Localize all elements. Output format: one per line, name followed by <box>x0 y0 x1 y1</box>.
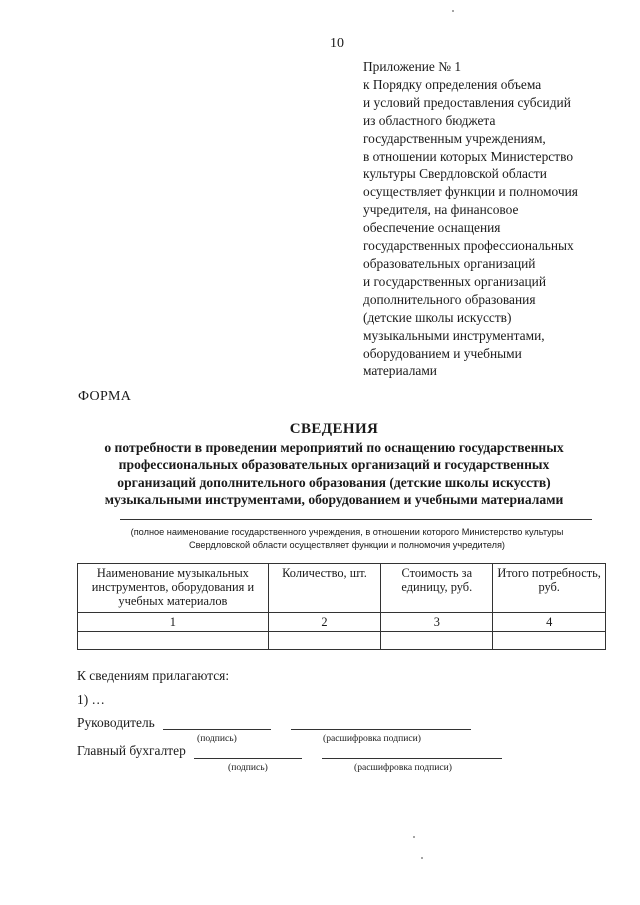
head-signature-line[interactable] <box>163 729 271 730</box>
org-note-line: (полное наименование государственного учреждения, в отношении которого Министерство культуры <box>130 527 564 537</box>
head-decoding-line[interactable] <box>291 729 471 730</box>
column-number: 3 <box>381 613 493 632</box>
appendix-line: и государственных организаций <box>363 273 547 289</box>
table-cell[interactable] <box>78 632 269 650</box>
appendix-block <box>363 58 633 380</box>
attachment-item: 1) … <box>77 692 105 707</box>
org-note-line: Свердловской области осуществляет функции и полномочия учредителя) <box>189 540 505 550</box>
accountant-signature-caption: (подпись) <box>228 762 268 773</box>
appendix-line: культуры Свердловской области <box>363 166 547 182</box>
org-name-fill-line[interactable] <box>120 519 592 520</box>
table-cell[interactable] <box>268 632 380 650</box>
page-number: 10 <box>330 36 344 51</box>
head-signature-caption: (подпись) <box>197 733 237 744</box>
column-number: 2 <box>268 613 380 632</box>
header-quantity: Количество, шт. <box>268 564 380 613</box>
appendix-line: музыкальными инструментами, <box>363 327 545 343</box>
appendix-line: и условий предоставления субсидий <box>363 94 571 110</box>
scan-speck <box>452 10 454 12</box>
accountant-signature-line[interactable] <box>194 758 302 759</box>
appendix-line: учредителя, на финансовое <box>363 202 519 218</box>
header-total: Итого потребность, руб. <box>493 564 606 613</box>
appendix-line: материалами <box>363 363 437 379</box>
column-number: 4 <box>493 613 606 632</box>
accountant-decoding-line[interactable] <box>322 758 502 759</box>
appendix-line: оборудованием и учебными <box>363 345 522 361</box>
table-cell[interactable] <box>493 632 606 650</box>
subtitle-line: профессиональных образовательных организаций и государственных <box>118 457 550 473</box>
title-block <box>60 420 608 509</box>
document-title: СВЕДЕНИЯ <box>289 421 379 437</box>
appendix-line: осуществляет функции и полномочия <box>363 184 578 200</box>
appendix-line: к Порядку определения объема <box>363 76 542 92</box>
form-label: ФОРМА <box>78 389 132 404</box>
org-name-note <box>92 526 602 552</box>
column-number: 1 <box>78 613 269 632</box>
attachments-label: К сведениям прилагаются: <box>77 668 230 683</box>
appendix-line: (детские школы искусств) <box>363 309 512 325</box>
needs-table <box>77 563 606 650</box>
table-row <box>78 613 606 632</box>
subtitle-line: музыкальными инструментами, оборудованием и учебными материалами <box>104 492 564 508</box>
appendix-line: в отношении которых Министерство <box>363 148 574 164</box>
appendix-line: Приложение № 1 <box>363 59 462 74</box>
scan-speck <box>421 857 423 859</box>
appendix-line: государственных профессиональных <box>363 238 574 254</box>
table-header-row <box>78 564 606 613</box>
header-unit-cost: Стоимость за единицу, руб. <box>381 564 493 613</box>
accountant-decoding-caption: (расшифровка подписи) <box>354 762 452 773</box>
appendix-line: обеспечение оснащения <box>363 220 501 236</box>
subtitle-line: о потребности в проведении мероприятий по оснащению государственных <box>104 440 564 455</box>
table-row <box>78 632 606 650</box>
head-decoding-caption: (расшифровка подписи) <box>323 733 421 744</box>
appendix-line: дополнительного образования <box>363 291 536 307</box>
accountant-label: Главный бухгалтер <box>77 743 186 758</box>
scan-speck <box>413 836 415 838</box>
header-item-name: Наименование музыкальных инструментов, оборудования и учебных материалов <box>78 564 269 613</box>
table-cell[interactable] <box>381 632 493 650</box>
subtitle-line: организаций дополнительного образования (детские школы искусств) <box>117 474 551 490</box>
head-label: Руководитель <box>77 715 155 730</box>
appendix-line: государственным учреждениям, <box>363 130 546 146</box>
appendix-line: образовательных организаций <box>363 255 536 271</box>
appendix-line: из областного бюджета <box>363 112 496 128</box>
